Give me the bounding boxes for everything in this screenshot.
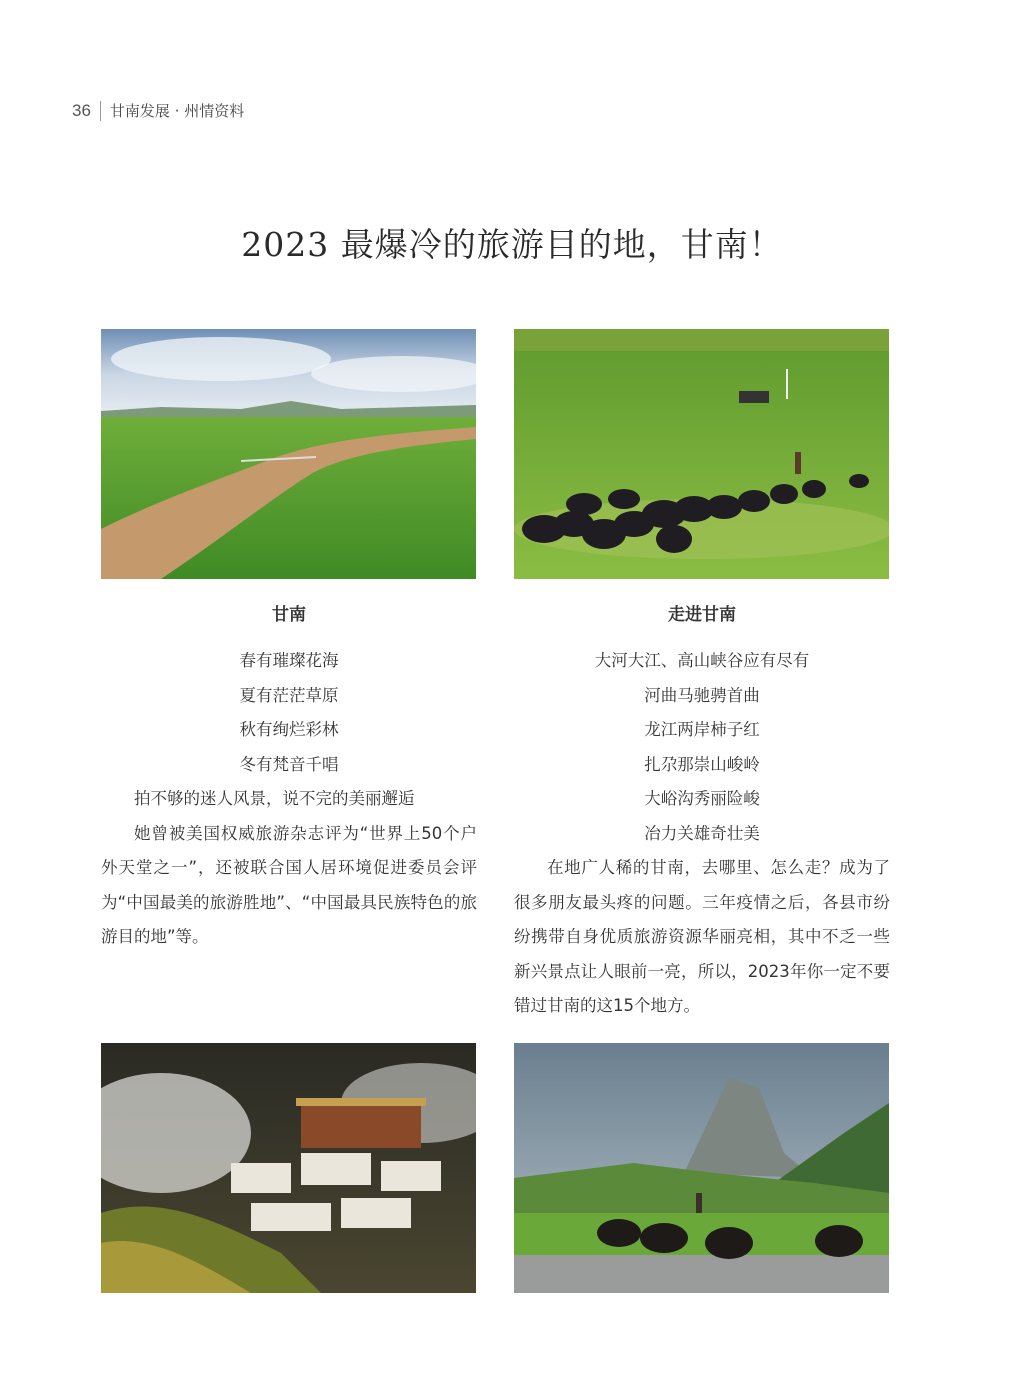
poem-line: 河曲马驰骋首曲 — [644, 685, 760, 705]
poem-line: 春有璀璨花海 — [239, 651, 339, 670]
header-divider — [100, 101, 101, 121]
poem-line: 夏有茫茫草原 — [239, 685, 339, 705]
left-subtitle: 甘南 — [272, 605, 306, 625]
poem-line: 大河大江、高山峡谷应有尽有 — [594, 651, 810, 670]
left-column — [101, 600, 477, 955]
photo-yak-herd — [514, 329, 889, 579]
poem-line: 扎尕那崇山峻岭 — [644, 754, 760, 774]
poem-line: 大峪沟秀丽险峻 — [644, 789, 760, 808]
poem-line: 冶力关雄奇壮美 — [644, 823, 760, 843]
paragraph: 拍不够的迷人风景，说不完的美丽邂逅 — [134, 789, 415, 808]
photo-mountain-yaks — [514, 1043, 889, 1293]
poem-line: 龙江两岸柿子红 — [644, 720, 760, 739]
photo-monastery-mist — [101, 1043, 476, 1293]
poem-line: 冬有梵音千唱 — [239, 754, 339, 774]
page-header — [72, 100, 244, 121]
publication-title: 甘南发展 · 州情资料 — [109, 102, 245, 120]
right-column — [514, 600, 890, 1024]
article-title: 2023 最爆冷的旅游目的地，甘南！ — [241, 225, 783, 264]
poem-line: 秋有绚烂彩林 — [239, 720, 339, 739]
right-subtitle: 走进甘南 — [668, 605, 736, 625]
page-number: 36 — [72, 100, 91, 120]
photo-river-grassland — [101, 329, 476, 579]
paragraph: 在地广人稀的甘南，去哪里、怎么走？成为了很多朋友最头疼的问题。三年疫情之后，各县市纷纷携带自身优质旅游资源华丽亮相，其中不乏一些新兴景点让人眼前一亮，所以，2023年你一定不要错过甘南的这15个地方。 — [514, 858, 890, 1015]
paragraph: 她曾被美国权威旅游杂志评为“世界上50个户外天堂之一”，还被联合国人居环境促进委员会评为“中国最美的旅游胜地”、“中国最具民族特色的旅游目的地”等。 — [101, 823, 477, 946]
